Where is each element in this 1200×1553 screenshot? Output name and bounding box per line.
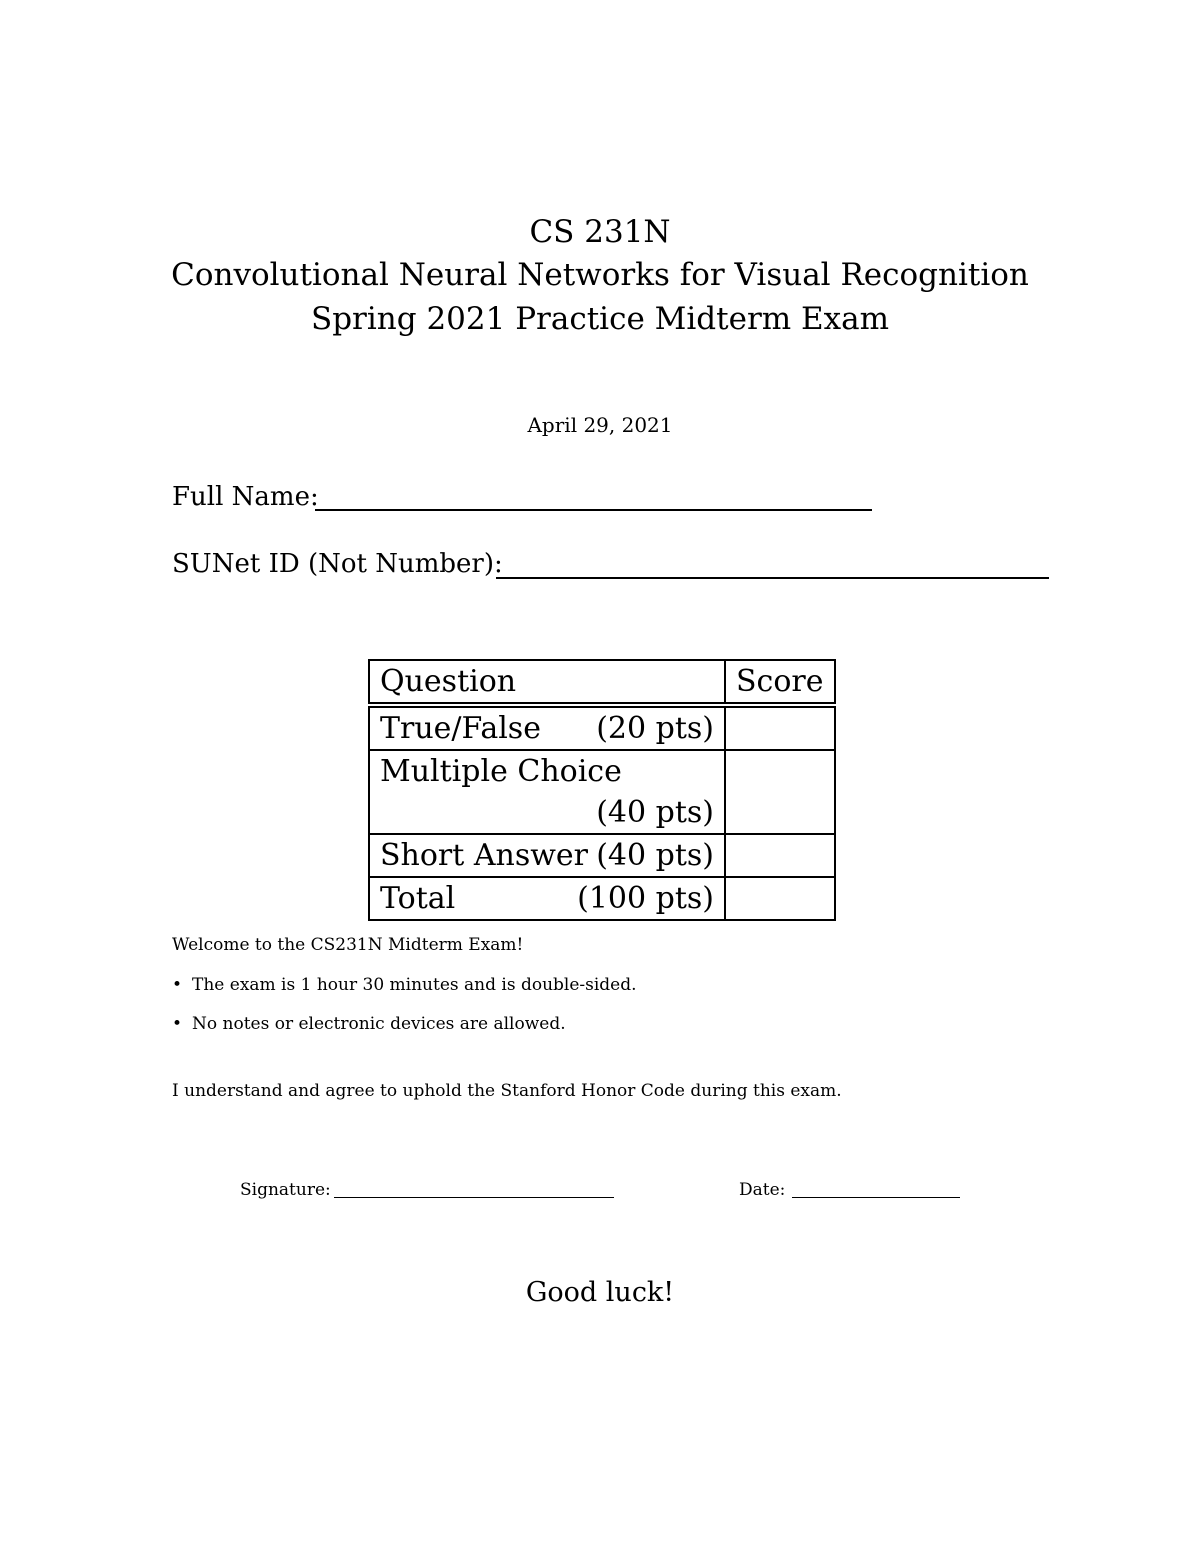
full-name-label: Full Name:: [172, 482, 319, 512]
course-code: CS 231N: [529, 214, 671, 250]
bullet-text: No notes or electronic devices are allowed.: [192, 1014, 566, 1034]
question-name: True/False: [380, 711, 541, 746]
score-cell[interactable]: [725, 750, 835, 834]
date-label: Date:: [739, 1180, 786, 1200]
question-points: (40 pts): [596, 838, 714, 873]
question-points: (20 pts): [596, 711, 714, 746]
honor-code-text: I understand and agree to uphold the Stanford Honor Code during this exam.: [172, 1081, 842, 1101]
score-cell[interactable]: [725, 705, 835, 750]
score-table: [368, 659, 836, 921]
bullet-icon: •: [172, 1014, 183, 1034]
date-line[interactable]: [792, 1197, 960, 1198]
score-cell[interactable]: [725, 834, 835, 877]
sunet-id-line[interactable]: [496, 577, 1049, 579]
good-luck-text: Good luck!: [525, 1277, 675, 1308]
sunet-id-label: SUNet ID (Not Number):: [172, 549, 503, 579]
score-header: Score: [725, 660, 835, 705]
list-item: [172, 1013, 566, 1035]
exam-title: Spring 2021 Practice Midterm Exam: [310, 301, 890, 337]
score-table-header: [369, 660, 835, 705]
table-row: [369, 750, 835, 834]
question-name: Short Answer: [380, 838, 589, 873]
bullet-icon: •: [172, 975, 183, 995]
question-header: Question: [369, 660, 725, 705]
question-points: (100 pts): [577, 881, 714, 916]
full-name-line[interactable]: [315, 509, 872, 511]
table-row: [369, 834, 835, 877]
welcome-text: Welcome to the CS231N Midterm Exam!: [172, 935, 524, 955]
question-name: Total: [380, 881, 456, 916]
table-row: [369, 877, 835, 920]
course-title: Convolutional Neural Networks for Visual Recognition: [171, 257, 1029, 293]
question-points: (40 pts): [596, 795, 714, 830]
question-name: Multiple Choice: [380, 754, 622, 789]
score-cell[interactable]: [725, 877, 835, 920]
exam-date: April 29, 2021: [527, 413, 673, 437]
signature-label: Signature:: [240, 1180, 331, 1200]
signature-line[interactable]: [334, 1197, 614, 1198]
table-row: [369, 705, 835, 750]
list-item: [172, 974, 637, 996]
bullet-text: The exam is 1 hour 30 minutes and is double-sided.: [192, 975, 637, 995]
